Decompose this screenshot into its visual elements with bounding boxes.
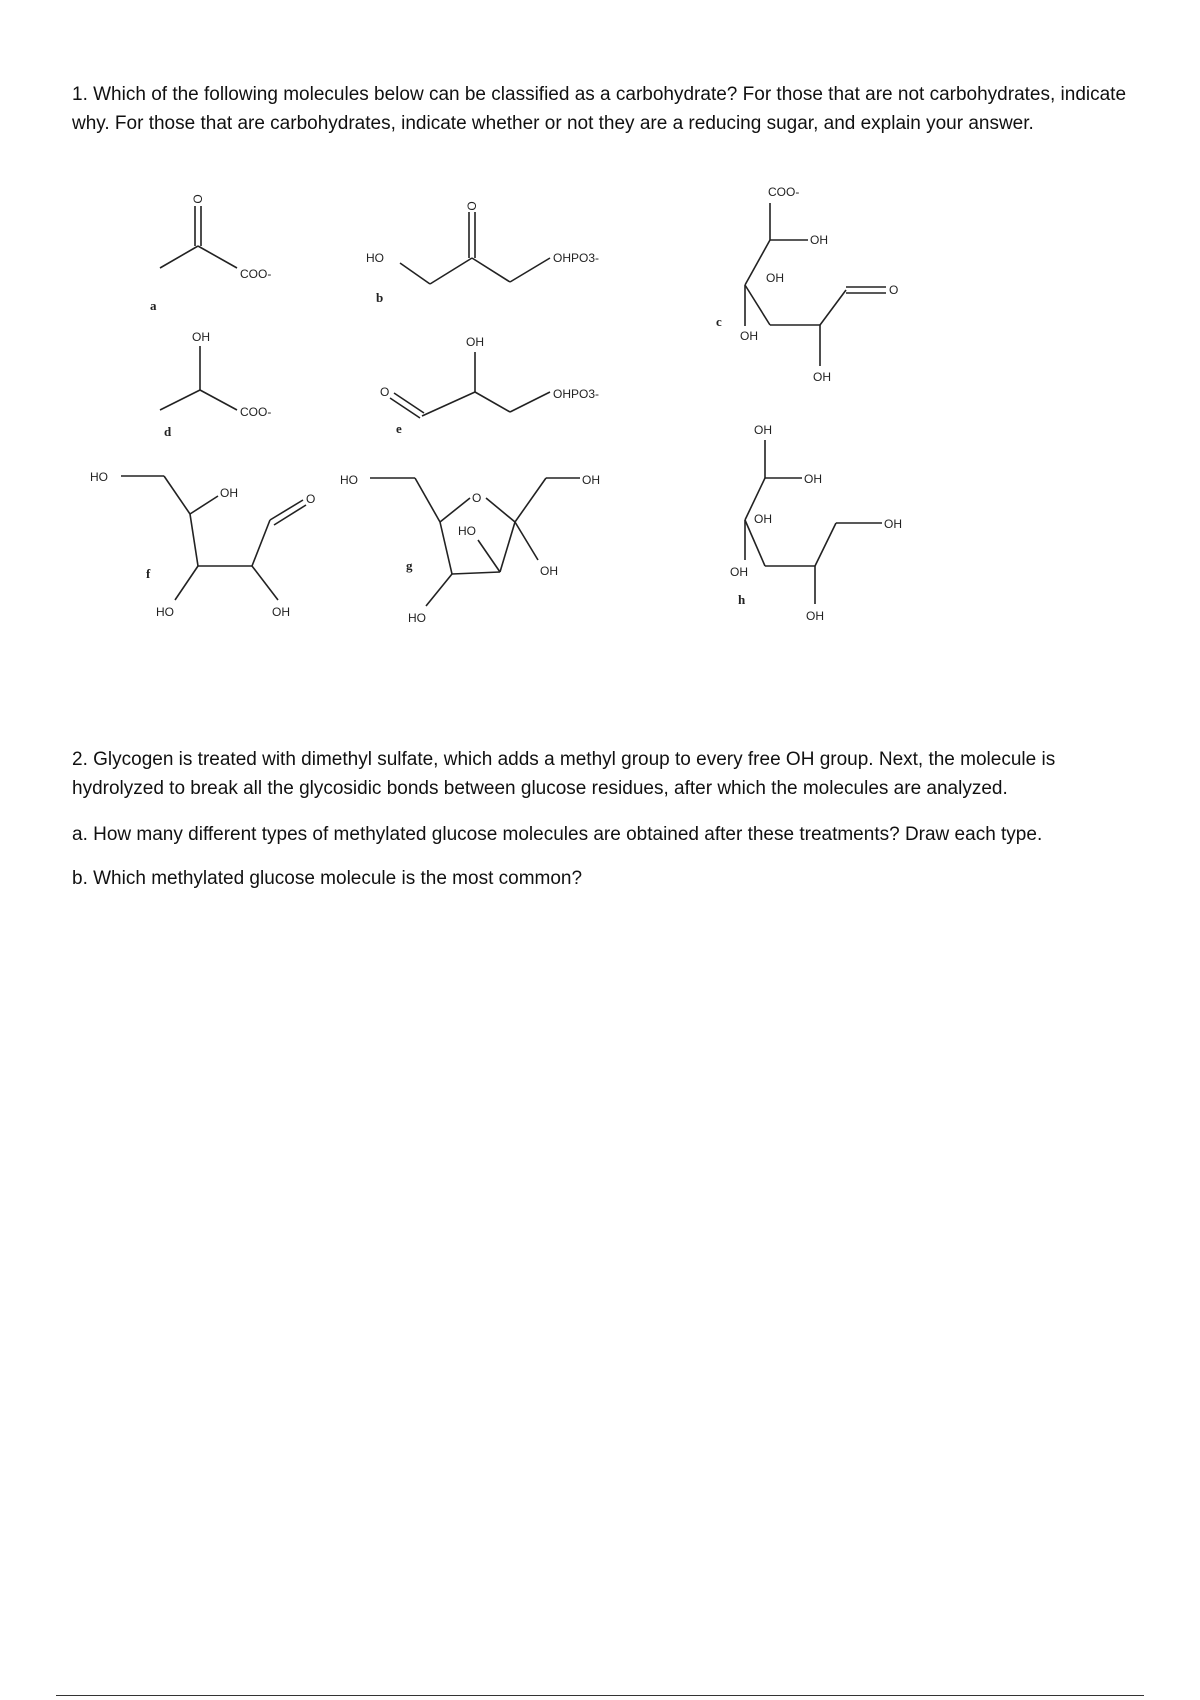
molecule-g [340,473,600,625]
molecule-e-o-label: O [380,385,390,399]
molecule-c-oh3-label: OH [740,329,758,343]
molecule-d-letter: d [164,424,172,439]
molecule-e-oh-label: OH [466,335,484,349]
svg-text:O: O [465,201,479,211]
molecule-g-oh-right-label: OH [582,473,600,487]
molecule-c [716,185,898,384]
molecule-f-o-label: O [306,492,316,506]
molecule-e-ohpo3-label: OHPO3- [553,387,600,401]
molecule-c-o-label: O [889,283,899,297]
molecule-d [160,330,271,439]
molecule-f-oh-bot-label: OH [272,605,290,619]
molecule-h [730,423,902,623]
molecule-e [380,335,599,436]
molecule-a-coo-label: COO- [240,267,272,281]
molecule-h-letter: h [738,592,746,607]
molecule-f-ho-bot-label: HO [156,605,174,619]
molecule-b-letter: b [376,290,384,305]
question-2-part-a: a. How many different types of methylated glucose molecules are obtained after these treatments? Draw each type. [72,824,1043,845]
molecule-b [366,201,599,305]
molecule-h-oh-top-label: OH [754,423,772,437]
molecule-d-coo-label: COO- [240,405,272,419]
question-2-text: 2. Glycogen is treated with dimethyl sulfate, which adds a methyl group to every free OH group. Next, the molecule is hydrolyzed to break all the glycosidic bonds between glucose residues, after which the molecules are analyzed. [72,749,1056,799]
molecule-c-oh1-label: OH [810,233,828,247]
molecule-d-oh-label: OH [192,330,210,344]
molecule-c-letter: c [716,314,722,329]
svg-text:O: O [191,194,205,204]
molecule-h-oh5-label: OH [806,609,824,623]
molecule-a [150,194,271,313]
molecule-f-oh-mid-label: OH [220,486,238,500]
question-2-part-b: b. Which methylated glucose molecule is the most common? [72,868,583,889]
molecule-structures-figure [0,170,1200,670]
molecule-b-ohpo3-label: OHPO3- [553,251,600,265]
molecule-g-ho-top-label: HO [340,473,358,487]
molecule-f [90,470,315,619]
molecule-a-letter: a [150,298,157,313]
molecule-g-oh-bot-label: OH [540,564,558,578]
molecule-f-ho-top-label: HO [90,470,108,484]
molecule-f-letter: f [146,566,151,581]
molecule-h-oh3-label: OH [730,565,748,579]
molecule-g-ho-bot-label: HO [408,611,426,625]
molecule-h-oh4-label: OH [884,517,902,531]
molecule-c-oh2-label: OH [766,271,784,285]
molecule-h-oh2-label: OH [754,512,772,526]
molecule-g-o-ring-label: O [472,491,482,505]
molecule-c-oh4-label: OH [813,370,831,384]
molecule-b-ho-label: HO [366,251,384,265]
question-1-text: 1. Which of the following molecules below can be classified as a carbohydrate? For those that are not carbohydrates, indicate why. For those that are carbohydrates, indicate whether or not they are a reducing sugar, and explain your answer. [72,84,1127,134]
molecule-c-coo-label: COO- [768,185,800,199]
page-bottom-rule [56,1695,1144,1696]
molecule-h-oh1-label: OH [804,472,822,486]
molecule-g-ho-ring-label: HO [458,524,476,538]
molecule-e-letter: e [396,421,402,436]
molecule-g-letter: g [406,558,413,573]
